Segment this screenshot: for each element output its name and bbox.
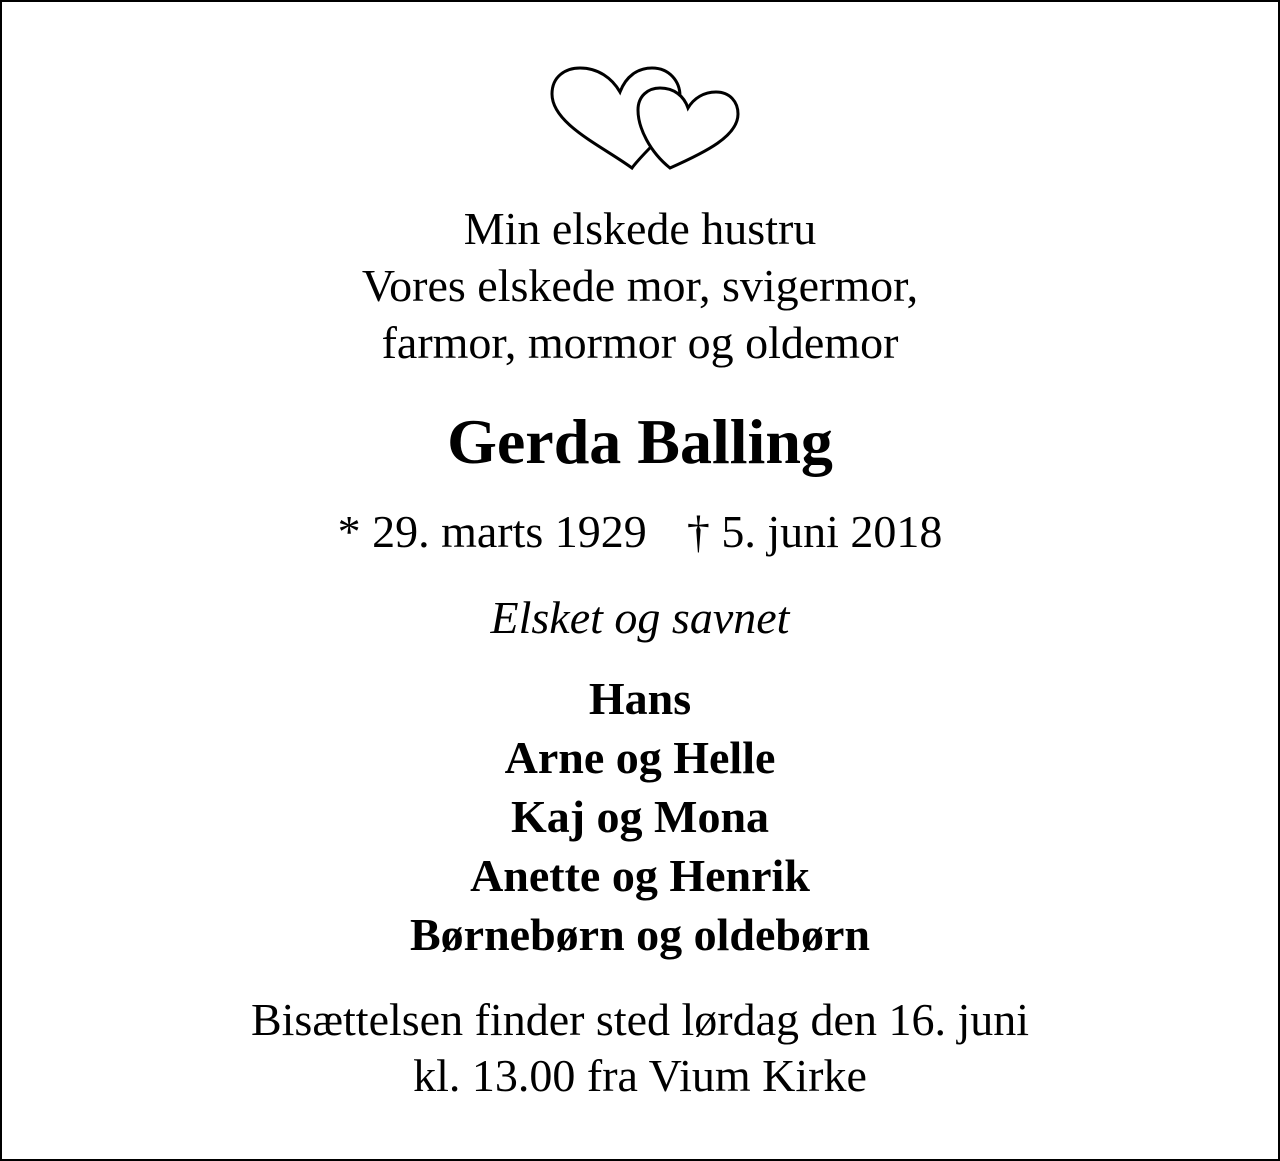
deceased-name: Gerda Balling — [447, 406, 833, 477]
family-member: Børnebørn og oldebørn — [409, 909, 871, 960]
family-member: Anette og Henrik — [470, 850, 810, 901]
intro-line-3: farmor, mormor og oldemor — [381, 317, 899, 368]
death-date: † 5. juni 2018 — [686, 506, 943, 557]
family-member: Kaj og Mona — [510, 791, 770, 842]
ceremony-line-2: kl. 13.00 fra Vium Kirke — [413, 1050, 867, 1101]
family-member: Arne og Helle — [504, 732, 776, 783]
intro-line-1: Min elskede hustru — [463, 203, 817, 254]
intro-line-2: Vores elskede mor, svigermor, — [361, 260, 919, 311]
family-member: Hans — [588, 673, 692, 724]
life-dates — [2, 504, 1278, 560]
two-hearts-icon — [546, 64, 742, 172]
birth-date: * 29. marts 1929 — [337, 506, 647, 557]
tagline: Elsket og savnet — [490, 592, 790, 643]
ceremony-line-1: Bisættelsen finder sted lørdag den 16. juni — [250, 994, 1030, 1045]
